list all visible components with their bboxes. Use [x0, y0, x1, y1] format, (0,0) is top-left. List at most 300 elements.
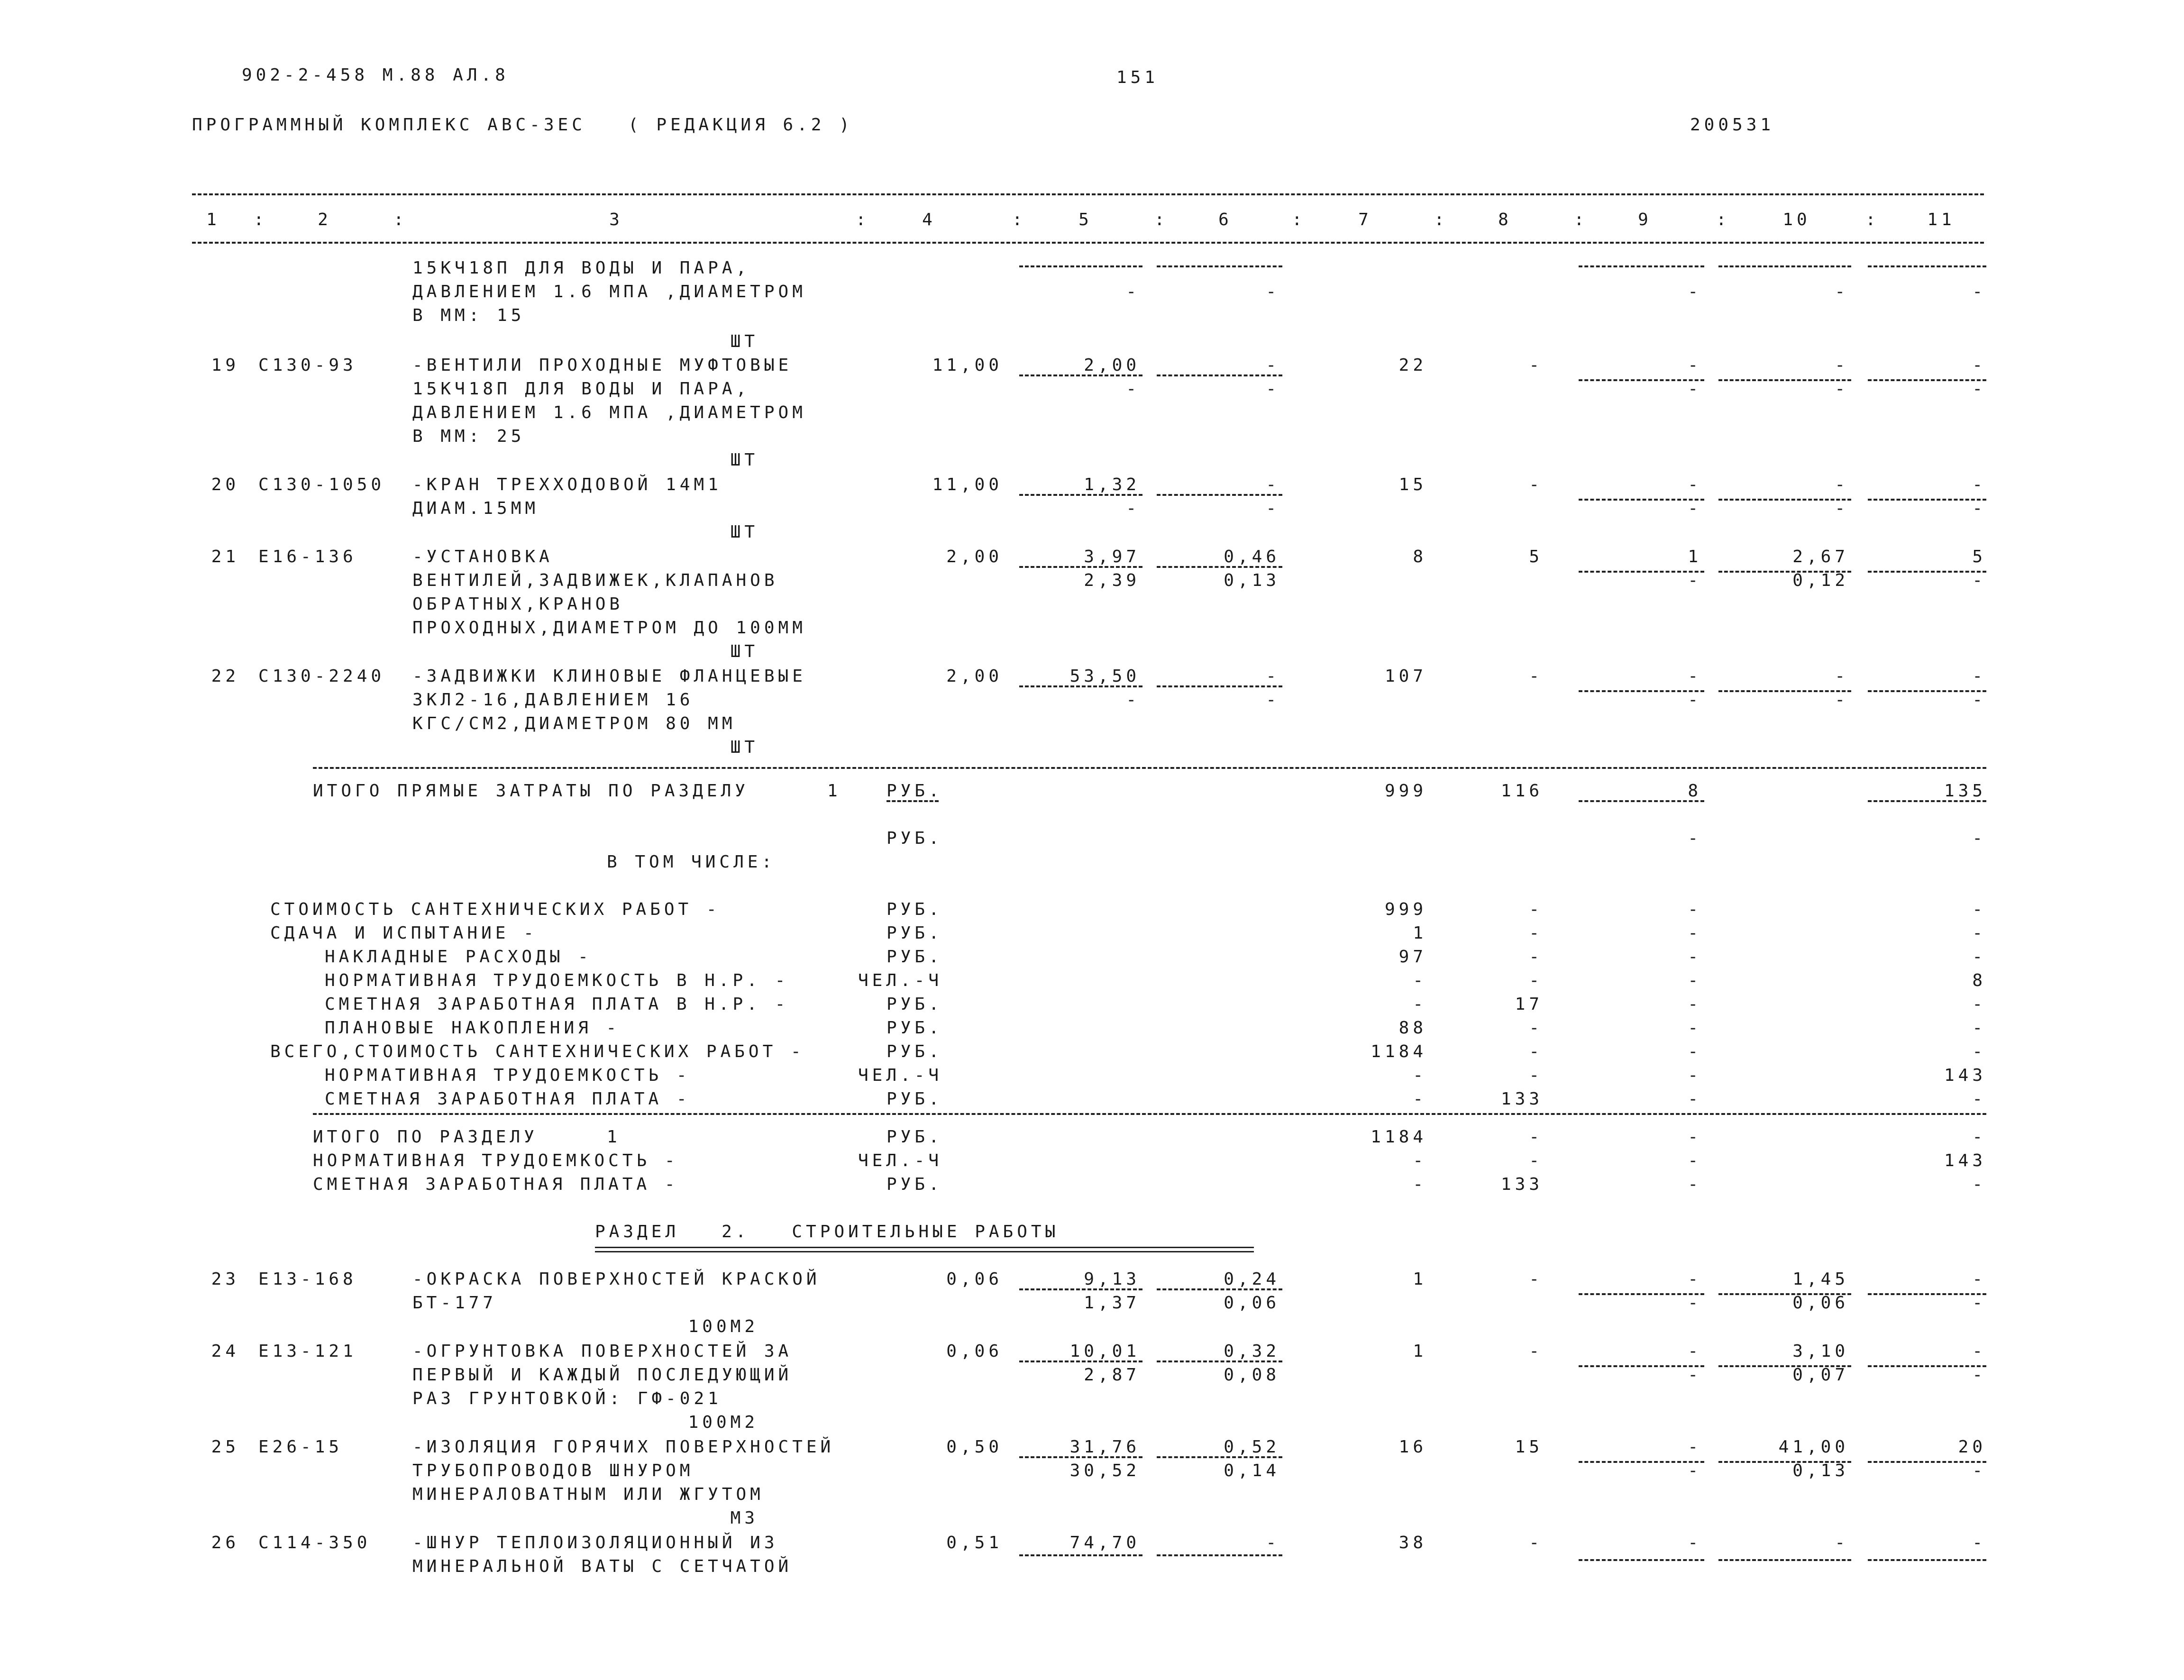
row-description: ДАВЛЕНИЕМ 1.6 МПА ,ДИАМЕТРОМ [412, 282, 806, 301]
cell-quantity: 0,50 [946, 1437, 1003, 1457]
cell-machines-sub: - [1688, 282, 1702, 301]
header-bottom-rule [192, 242, 1984, 244]
cell-labor-total: 20 [1958, 1437, 1986, 1457]
cell-labor-sub: - [1835, 379, 1849, 399]
program-title: ПРОГРАММНЫЙ КОМПЛЕКС АВС-3ЕС [192, 115, 586, 135]
cell-divider [1579, 690, 1704, 692]
cell-unit-cost: 3,97 [1084, 547, 1140, 566]
cell-divider [1157, 265, 1282, 267]
cell-labor-total: 135 [1944, 781, 1986, 801]
cell-machines-sub: - [1688, 499, 1702, 518]
summary-unit: РУБ. [886, 1042, 943, 1061]
cell-divider [1718, 690, 1851, 692]
cell-labor-total: - [1972, 1175, 1986, 1194]
cell-labor-total: - [1972, 900, 1986, 919]
cell-labor-total: - [1972, 1342, 1986, 1361]
row-description: В ММ: 25 [412, 427, 525, 446]
row-description: РАЗ ГРУНТОВКОЙ: ГФ-021 [412, 1389, 722, 1408]
cell-total: 97 [1398, 947, 1427, 967]
row-description: -ОКРАСКА ПОВЕРХНОСТЕЙ КРАСКОЙ [412, 1269, 821, 1289]
column-separator: : [254, 210, 268, 229]
summary-label: НАКЛАДНЫЕ РАСХОДЫ - [325, 947, 592, 967]
cell-divider [1157, 374, 1282, 376]
cell-divider [1718, 571, 1851, 573]
row-description: -ВЕНТИЛИ ПРОХОДНЫЕ МУФТОВЫЕ [412, 356, 793, 375]
row-description: МИНЕРАЛОВАТНЫМ ИЛИ ЖГУТОМ [412, 1485, 764, 1504]
summary-label: СДАЧА И ИСПЫТАНИЕ - [270, 923, 538, 943]
cell-machines: - [1688, 1175, 1702, 1194]
direct-costs-unit: РУБ. [886, 781, 943, 801]
summary-unit: РУБ. [886, 947, 943, 967]
cell-wage: 0,24 [1224, 1269, 1280, 1289]
row-unit: ШТ [730, 738, 758, 757]
cell-labor-sub: 0,13 [1792, 1461, 1849, 1480]
cell-total: 1 [1413, 923, 1427, 943]
column-header-10: 10 [1782, 210, 1811, 229]
cell-labor-sub: 0,06 [1792, 1293, 1849, 1313]
column-separator: : [1012, 210, 1026, 229]
section-total-label: НОРМАТИВНАЯ ТРУДОЕМКОСТЬ - [313, 1151, 679, 1170]
column-separator: : [1292, 210, 1306, 229]
cell-divider [1019, 1288, 1142, 1290]
cell-labor-total: - [1972, 1018, 1986, 1038]
cell-divider [1157, 1288, 1282, 1290]
row-number: 25 [211, 1437, 239, 1457]
summary-label: НОРМАТИВНАЯ ТРУДОЕМКОСТЬ В Н.Р. - [325, 971, 789, 990]
cell-divider [1019, 685, 1142, 687]
summary-label: СМЕТНАЯ ЗАРАБОТНАЯ ПЛАТА - [325, 1089, 691, 1109]
cell-total: 999 [1384, 781, 1427, 801]
cell-divider [1579, 379, 1704, 381]
row-description: -ОГРУНТОВКА ПОВЕРХНОСТЕЙ ЗА [412, 1342, 793, 1361]
row-description: -ШНУР ТЕПЛОИЗОЛЯЦИОННЫЙ ИЗ [412, 1533, 778, 1552]
cell-labor-total: 8 [1972, 971, 1986, 990]
cell-divider [1718, 1365, 1851, 1367]
cell-total-wage: - [1529, 900, 1543, 919]
cell-divider [1868, 571, 1986, 573]
cell-labor: 41,00 [1778, 1437, 1849, 1457]
cell-machines: - [1688, 995, 1702, 1014]
cell-divider [1868, 690, 1986, 692]
cell-labor-total: 5 [1972, 547, 1986, 566]
row-number: 19 [211, 356, 239, 375]
cell-machines: - [1688, 1269, 1702, 1289]
cell-machines: 8 [1688, 781, 1702, 801]
cell-machines-sub: - [1688, 571, 1702, 590]
cell-divider [1019, 265, 1142, 267]
cell-divider [1868, 1559, 1986, 1561]
program-edition: ( РЕДАКЦИЯ 6.2 ) [628, 115, 853, 135]
cell-total: 107 [1384, 667, 1427, 686]
cell-labor-total: - [1972, 1533, 1986, 1552]
cell-labor-total-sub: - [1972, 829, 1986, 848]
summary-label: НОРМАТИВНАЯ ТРУДОЕМКОСТЬ - [325, 1066, 691, 1085]
row-code: Е26-15 [258, 1437, 343, 1457]
cell-divider [1868, 265, 1986, 267]
cell-unit-cost-sub: 2,39 [1084, 571, 1140, 590]
cell-labor-total-sub: - [1972, 499, 1986, 518]
cell-labor: - [1835, 667, 1849, 686]
cell-machines-sub: - [1688, 690, 1702, 710]
cell-divider [1579, 800, 1704, 802]
section-2-title: РАЗДЕЛ 2. СТРОИТЕЛЬНЫЕ РАБОТЫ [595, 1222, 1060, 1242]
cell-machines: 1 [1688, 547, 1702, 566]
cell-total: 1 [1413, 1269, 1427, 1289]
row-description: ВЕНТИЛЕЙ,ЗАДВИЖЕК,КЛАПАНОВ [412, 571, 778, 590]
section-rule [313, 1113, 1986, 1115]
row-description: В ММ: 15 [412, 306, 525, 325]
cell-total: 1 [1413, 1342, 1427, 1361]
program-code: 200531 [1690, 115, 1775, 135]
cell-divider [1718, 1293, 1851, 1295]
cell-labor-total: - [1972, 1089, 1986, 1109]
summary-label: СМЕТНАЯ ЗАРАБОТНАЯ ПЛАТА В Н.Р. - [325, 995, 789, 1014]
cell-divider [1868, 379, 1986, 381]
cell-divider [1579, 1461, 1704, 1463]
cell-divider [1579, 1365, 1704, 1367]
cell-unit-cost-sub: - [1126, 379, 1140, 399]
cell-unit-cost: 74,70 [1069, 1533, 1140, 1552]
cell-divider [1157, 685, 1282, 687]
cell-machines-sub: - [1688, 1461, 1702, 1480]
cell-divider [1019, 374, 1142, 376]
cell-machines: - [1688, 1089, 1702, 1109]
page-number: 151 [1116, 68, 1159, 87]
row-description: -ИЗОЛЯЦИЯ ГОРЯЧИХ ПОВЕРХНОСТЕЙ [412, 1437, 835, 1457]
cell-machines: - [1688, 971, 1702, 990]
including-label: В ТОМ ЧИСЛЕ: [607, 852, 776, 872]
cell-divider [1718, 499, 1851, 501]
cell-wage-sub: - [1266, 379, 1280, 399]
cell-wage-sub: 0,06 [1224, 1293, 1280, 1313]
row-description: ДАВЛЕНИЕМ 1.6 МПА ,ДИАМЕТРОМ [412, 403, 806, 422]
direct-costs-label: ИТОГО ПРЯМЫЕ ЗАТРАТЫ ПО РАЗДЕЛУ [313, 781, 749, 801]
cell-labor-total: - [1972, 923, 1986, 943]
cell-divider [1868, 1293, 1986, 1295]
summary-unit: РУБ. [886, 900, 943, 919]
section-total-number: 1 [607, 1127, 621, 1147]
cell-machines-sub: - [1688, 1293, 1702, 1313]
cell-unit-cost: 10,01 [1069, 1342, 1140, 1361]
cell-unit-cost: 9,13 [1084, 1269, 1140, 1289]
cell-machines-sub: - [1688, 1365, 1702, 1385]
cell-total-wage: - [1529, 947, 1543, 967]
cell-divider [1157, 1456, 1282, 1458]
cell-labor-sub: - [1835, 282, 1849, 301]
column-header-3: 3 [609, 210, 623, 229]
row-code: С130-2240 [258, 667, 385, 686]
column-separator: : [1154, 210, 1169, 229]
row-code: С130-93 [258, 356, 357, 375]
cell-total: 88 [1398, 1018, 1427, 1038]
summary-label: ВСЕГО,СТОИМОСТЬ САНТЕХНИЧЕСКИХ РАБОТ - [270, 1042, 805, 1061]
cell-labor: - [1835, 475, 1849, 494]
cell-wage-sub: 0,08 [1224, 1365, 1280, 1385]
row-code: Е16-136 [258, 547, 357, 566]
cell-machines: - [1688, 1533, 1702, 1552]
cell-labor-total: - [1972, 995, 1986, 1014]
summary-label: СТОИМОСТЬ САНТЕХНИЧЕСКИХ РАБОТ - [270, 900, 721, 919]
row-description: 3КЛ2-16,ДАВЛЕНИЕМ 16 [412, 690, 694, 710]
cell-labor-total: - [1972, 475, 1986, 494]
cell-total-wage: - [1529, 1151, 1543, 1170]
column-header-1: 1 [206, 210, 220, 229]
cell-total-wage: - [1529, 1066, 1543, 1085]
row-description: -КРАН ТРЕХХОДОВОЙ 14М1 [412, 475, 722, 494]
cell-quantity: 11,00 [932, 356, 1003, 375]
cell-divider [1157, 494, 1282, 496]
row-description: -УСТАНОВКА [412, 547, 553, 566]
cell-total: - [1413, 1151, 1427, 1170]
cell-machines: - [1688, 356, 1702, 375]
section-total-label: СМЕТНАЯ ЗАРАБОТНАЯ ПЛАТА - [313, 1175, 679, 1194]
row-description: 15КЧ18П ДЛЯ ВОДЫ И ПАРА, [412, 379, 750, 399]
column-header-4: 4 [922, 210, 936, 229]
summary-label: ПЛАНОВЫЕ НАКОПЛЕНИЯ - [325, 1018, 621, 1038]
cell-total-wage: 15 [1515, 1437, 1543, 1457]
cell-unit-cost: 2,00 [1084, 356, 1140, 375]
cell-wage: - [1266, 475, 1280, 494]
column-header-6: 6 [1218, 210, 1233, 229]
cell-labor-total: - [1972, 947, 1986, 967]
cell-total-wage: - [1529, 1127, 1543, 1147]
cell-machines: - [1688, 1042, 1702, 1061]
cell-divider [1157, 566, 1282, 568]
cell-machines: - [1688, 1342, 1702, 1361]
row-unit: ШТ [730, 522, 758, 542]
cell-total: 15 [1398, 475, 1427, 494]
column-separator: : [856, 210, 870, 229]
cell-wage: - [1266, 356, 1280, 375]
cell-machines: - [1688, 1127, 1702, 1147]
cell-total-wage: - [1529, 667, 1543, 686]
cell-labor: 1,45 [1792, 1269, 1849, 1289]
cell-wage: - [1266, 667, 1280, 686]
cell-labor-total-sub: - [1972, 1461, 1986, 1480]
cell-quantity: 2,00 [946, 667, 1003, 686]
cell-labor-total: - [1972, 1042, 1986, 1061]
cell-quantity: 11,00 [932, 475, 1003, 494]
cell-labor: 2,67 [1792, 547, 1849, 566]
section-total-label: ИТОГО ПО РАЗДЕЛУ [313, 1127, 538, 1147]
row-description: ПРОХОДНЫХ,ДИАМЕТРОМ ДО 100ММ [412, 618, 806, 638]
cell-labor-total-sub: - [1972, 690, 1986, 710]
header-top-rule [192, 193, 1984, 195]
cell-divider [1157, 1554, 1282, 1556]
cell-wage-sub: - [1266, 690, 1280, 710]
cell-labor-total: - [1972, 1127, 1986, 1147]
cell-machines: - [1688, 947, 1702, 967]
cell-wage-sub: - [1266, 499, 1280, 518]
cell-machines: - [1688, 1066, 1702, 1085]
cell-divider [1019, 1456, 1142, 1458]
cell-labor-total-sub: - [1972, 1293, 1986, 1313]
cell-divider [1868, 800, 1986, 802]
cell-machines: - [1688, 1437, 1702, 1457]
cell-total-wage: - [1529, 923, 1543, 943]
row-description: КГС/СМ2,ДИАМЕТРОМ 80 ММ [412, 714, 736, 733]
summary-unit: РУБ. [886, 1018, 943, 1038]
cell-machines-sub: - [1688, 829, 1702, 848]
cell-total: 999 [1384, 900, 1427, 919]
cell-labor-total: 143 [1944, 1066, 1986, 1085]
summary-unit: РУБ. [886, 1089, 943, 1109]
cell-total-wage: - [1529, 1533, 1543, 1552]
section-total-unit: РУБ. [886, 1175, 943, 1194]
cell-labor-sub: 0,12 [1792, 571, 1849, 590]
direct-costs-unit: РУБ. [886, 829, 943, 848]
column-separator: : [393, 210, 408, 229]
cell-unit-cost-sub: 2,87 [1084, 1365, 1140, 1385]
row-code: Е13-168 [258, 1269, 357, 1289]
cell-wage: 0,52 [1224, 1437, 1280, 1457]
cell-divider [1579, 1293, 1704, 1295]
cell-divider [1718, 1559, 1851, 1561]
column-header-9: 9 [1638, 210, 1652, 229]
cell-total: - [1413, 1066, 1427, 1085]
cell-total-wage: - [1529, 1018, 1543, 1038]
cell-total-wage: - [1529, 356, 1543, 375]
column-header-7: 7 [1358, 210, 1372, 229]
row-description: ДИАМ.15ММ [412, 499, 539, 518]
cell-labor-sub: 0,07 [1792, 1365, 1849, 1385]
row-description: МИНЕРАЛЬНОЙ ВАТЫ С СЕТЧАТОЙ [412, 1557, 793, 1576]
cell-total: 8 [1413, 547, 1427, 566]
cell-total: - [1413, 1175, 1427, 1194]
cell-divider [1579, 1559, 1704, 1561]
cell-total: 1184 [1371, 1042, 1427, 1061]
cell-wage: 0,46 [1224, 547, 1280, 566]
cell-total-wage: - [1529, 1342, 1543, 1361]
cell-total: 1184 [1371, 1127, 1427, 1147]
cell-labor-sub: - [1835, 499, 1849, 518]
section-2-underline [595, 1247, 1254, 1252]
cell-unit-cost-sub: 1,37 [1084, 1293, 1140, 1313]
cell-labor: - [1835, 1533, 1849, 1552]
row-description: -ЗАДВИЖКИ КЛИНОВЫЕ ФЛАНЦЕВЫЕ [412, 667, 806, 686]
cell-total: - [1413, 971, 1427, 990]
column-separator: : [1716, 210, 1730, 229]
cell-total-wage: - [1529, 475, 1543, 494]
cell-quantity: 0,06 [946, 1342, 1003, 1361]
cell-unit-cost-sub: 30,52 [1069, 1461, 1140, 1480]
cell-unit-cost-sub: - [1126, 690, 1140, 710]
cell-labor-total: - [1972, 667, 1986, 686]
doc-code: 902-2-458 М.88 АЛ.8 [242, 65, 509, 85]
cell-wage-sub: 0,13 [1224, 571, 1280, 590]
row-number: 24 [211, 1342, 239, 1361]
cell-labor-total-sub: - [1972, 1365, 1986, 1385]
cell-total-wage: 17 [1515, 995, 1543, 1014]
cell-machines: - [1688, 900, 1702, 919]
cell-machines-sub: - [1688, 379, 1702, 399]
cell-total: 38 [1398, 1533, 1427, 1552]
cell-wage: - [1266, 1533, 1280, 1552]
row-number: 23 [211, 1269, 239, 1289]
cell-total-wage: - [1529, 971, 1543, 990]
cell-total-wage: 5 [1529, 547, 1543, 566]
cell-machines: - [1688, 667, 1702, 686]
cell-quantity: 2,00 [946, 547, 1003, 566]
cell-divider [1579, 571, 1704, 573]
cell-total: 22 [1398, 356, 1427, 375]
cell-divider [1019, 1360, 1142, 1362]
cell-divider [1718, 1461, 1851, 1463]
cell-unit-cost-sub: - [1126, 499, 1140, 518]
cell-total: - [1413, 1089, 1427, 1109]
cell-labor-total: 143 [1944, 1151, 1986, 1170]
cell-wage-sub: 0,14 [1224, 1461, 1280, 1480]
cell-total-wage: 133 [1500, 1175, 1543, 1194]
column-header-5: 5 [1078, 210, 1093, 229]
column-header-2: 2 [318, 210, 332, 229]
summary-unit: РУБ. [886, 923, 943, 943]
direct-costs-section: 1 [827, 781, 841, 801]
cell-total: - [1413, 995, 1427, 1014]
cell-labor-total: - [1972, 1269, 1986, 1289]
column-header-8: 8 [1498, 210, 1512, 229]
cell-labor-total: - [1972, 356, 1986, 375]
summary-unit: РУБ. [886, 995, 943, 1014]
cell-divider [1868, 499, 1986, 501]
summary-unit: ЧЕЛ.-Ч [858, 971, 943, 990]
summary-unit: ЧЕЛ.-Ч [858, 1066, 943, 1085]
cell-total-wage: - [1529, 1042, 1543, 1061]
cell-quantity: 0,06 [946, 1269, 1003, 1289]
row-number: 21 [211, 547, 239, 566]
row-unit: 100М2 [688, 1317, 758, 1336]
cell-divider [1579, 265, 1704, 267]
cell-unit-cost: 1,32 [1084, 475, 1140, 494]
column-header-11: 11 [1927, 210, 1956, 229]
cell-unit-cost: 53,50 [1069, 667, 1140, 686]
row-number: 20 [211, 475, 239, 494]
row-unit: 100М2 [688, 1413, 758, 1432]
column-separator: : [1865, 210, 1880, 229]
cell-machines: - [1688, 1151, 1702, 1170]
column-separator: : [1574, 210, 1588, 229]
cell-divider [1718, 265, 1851, 267]
row-description: 15КЧ18П ДЛЯ ВОДЫ И ПАРА, [412, 258, 750, 278]
cell-divider [886, 800, 939, 802]
cell-wage: 0,32 [1224, 1342, 1280, 1361]
row-unit: ШТ [730, 642, 758, 661]
row-description: ТРУБОПРОВОДОВ ШНУРОМ [412, 1461, 694, 1480]
cell-divider [1868, 1365, 1986, 1367]
cell-divider [1019, 1554, 1142, 1556]
cell-wage-sub: - [1266, 282, 1280, 301]
section-total-unit: РУБ. [886, 1127, 943, 1147]
cell-quantity: 0,51 [946, 1533, 1003, 1552]
cell-labor-total-sub: - [1972, 571, 1986, 590]
row-description: ПЕРВЫЙ И КАЖДЫЙ ПОСЛЕДУЮЩИЙ [412, 1365, 793, 1385]
cell-total-wage: 133 [1500, 1089, 1543, 1109]
cell-divider [1019, 566, 1142, 568]
cell-machines: - [1688, 475, 1702, 494]
row-description: БТ-177 [412, 1293, 497, 1313]
cell-machines: - [1688, 923, 1702, 943]
row-unit: ШТ [730, 450, 758, 470]
cell-total-wage: - [1529, 1269, 1543, 1289]
row-number: 22 [211, 667, 239, 686]
row-unit: М3 [730, 1508, 758, 1528]
column-separator: : [1434, 210, 1448, 229]
cell-total: 16 [1398, 1437, 1427, 1457]
cell-divider [1718, 379, 1851, 381]
row-code: С114-350 [258, 1533, 371, 1552]
cell-divider [1579, 499, 1704, 501]
cell-divider [1157, 1360, 1282, 1362]
